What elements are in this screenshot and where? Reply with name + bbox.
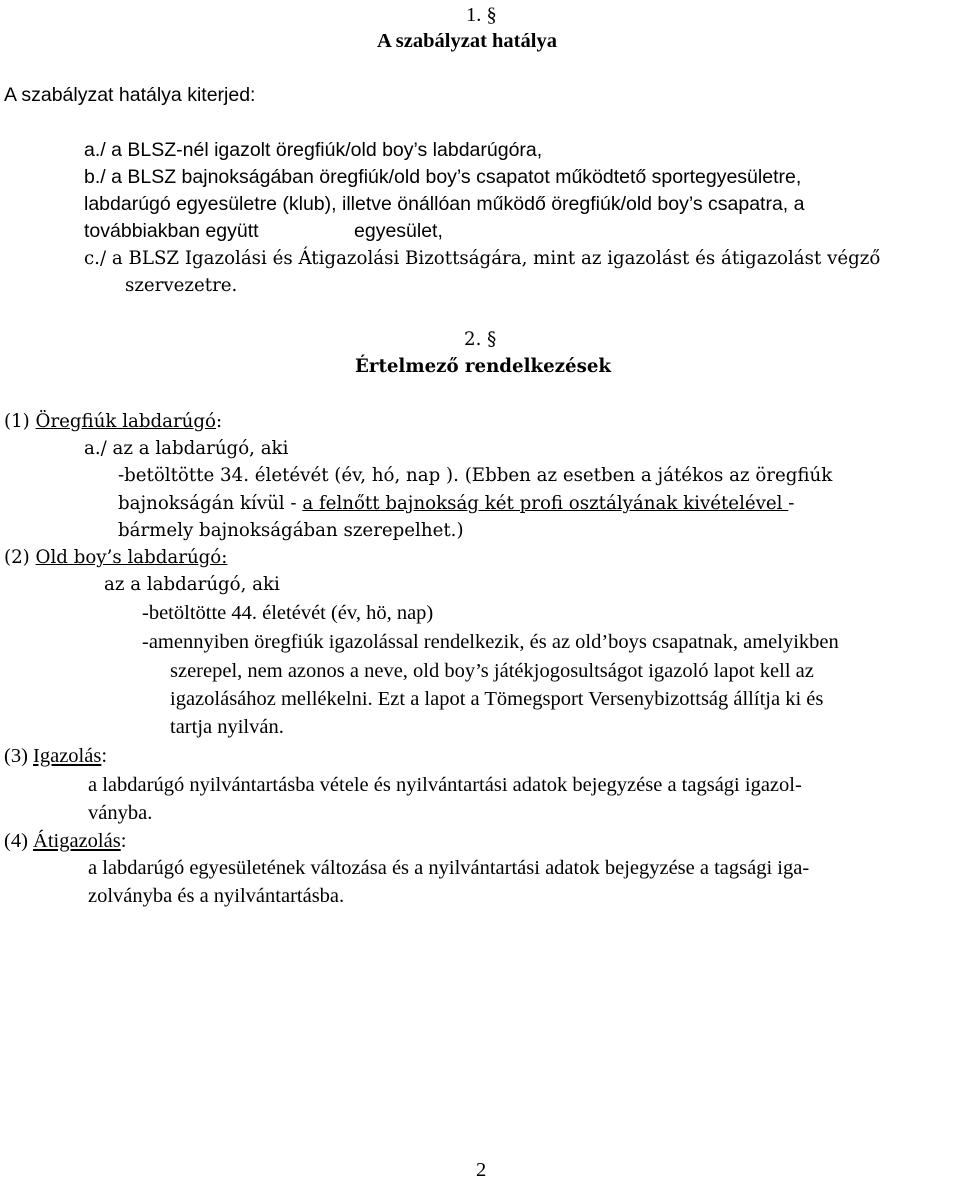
definition-3-line-1: a labdarúgó nyilvántartásba vétele és nyilvántartási adatok bejegyzése a tagsági igazol- (88, 774, 802, 796)
page-number: 2 (476, 1159, 487, 1181)
item-c-line-1: c./ a BLSZ Igazolási és Átigazolási Bizottságára, mint az igazolást és átigazolást végző (84, 248, 881, 269)
definition-1-line-a: a./ az a labdarúgó, aki (84, 438, 289, 459)
exception-underlined: a felnőtt bajnokság két profi osztályának kivételével (302, 493, 789, 514)
item-b-line-3-a: továbbiakban együtt (84, 220, 259, 242)
item-b-line-2: labdarúgó egyesületre (klub), illetve önállóan működő öregfiúk/old boy’s csapatra, a (84, 193, 805, 215)
definition-2-line-2: -betöltötte 44. életévét (év, hö, nap) (142, 602, 434, 624)
definition-4-line-2: zolványba és a nyilvántartásba. (88, 885, 345, 907)
definition-1-line-2: -betöltötte 34. életévét (év, hó, nap ). (Ebben az esetben a játékos az öregfiúk (118, 465, 833, 486)
item-b-line-3-b: egyesület, (354, 220, 443, 242)
definition-2-heading: (2) Old boy’s labdarúgó: (4, 547, 228, 568)
definition-2-line-6: tartja nyilván. (170, 716, 284, 738)
definition-4-heading: (4) Átigazolás: (4, 830, 127, 852)
definition-3-heading: (3) Igazolás: (4, 745, 108, 767)
definition-4-term: Átigazolás (33, 830, 121, 852)
definition-3-term: Igazolás (33, 745, 102, 767)
definition-2-line-1: az a labdarúgó, aki (104, 574, 280, 595)
definition-2-line-5: igazolásához mellékelni. Ezt a lapot a Tömegsport Versenybizottság állítja ki és (170, 688, 824, 710)
definition-2-term: Old boy’s labdarúgó: (35, 547, 228, 568)
section-1-intro: A szabályzat hatálya kiterjed: (4, 84, 256, 106)
section-1-title: A szabályzat hatálya (377, 30, 557, 52)
section-1-number: 1. § (466, 4, 497, 26)
definition-1-heading: (1) Öregfiúk labdarúgó: (4, 411, 223, 432)
definition-3-line-2: ványba. (88, 802, 153, 824)
item-c-line-2: szervezetre. (125, 275, 238, 296)
section-2-number: 2. § (464, 329, 497, 350)
section-2-title: Értelmező rendelkezések (355, 356, 611, 377)
definition-1-term: Öregfiúk labdarúgó (35, 411, 216, 432)
definition-1-line-4: bármely bajnokságában szerepelhet.) (118, 520, 464, 541)
definition-4-line-1: a labdarúgó egyesületének változása és a nyilvántartási adatok bejegyzése a tagsági iga- (88, 857, 810, 879)
definition-2-line-4: szerepel, nem azonos a neve, old boy’s játékjogosultságot igazoló lapot kell az (170, 660, 814, 682)
item-a: a./ a BLSZ-nél igazolt öregfiúk/old boy’s labdarúgóra, (84, 139, 543, 161)
definition-2-line-3: -amennyiben öregfiúk igazolással rendelkezik, és az old’boys csapatnak, amelyikben (142, 631, 839, 653)
definition-1-line-3: bajnokságán kívül - a felnőtt bajnokság két profi osztályának kivételével - (118, 493, 795, 514)
item-b-line-1: b./ a BLSZ bajnokságában öregfiúk/old boy’s csapatot működtető sportegyesületre, (84, 166, 802, 188)
